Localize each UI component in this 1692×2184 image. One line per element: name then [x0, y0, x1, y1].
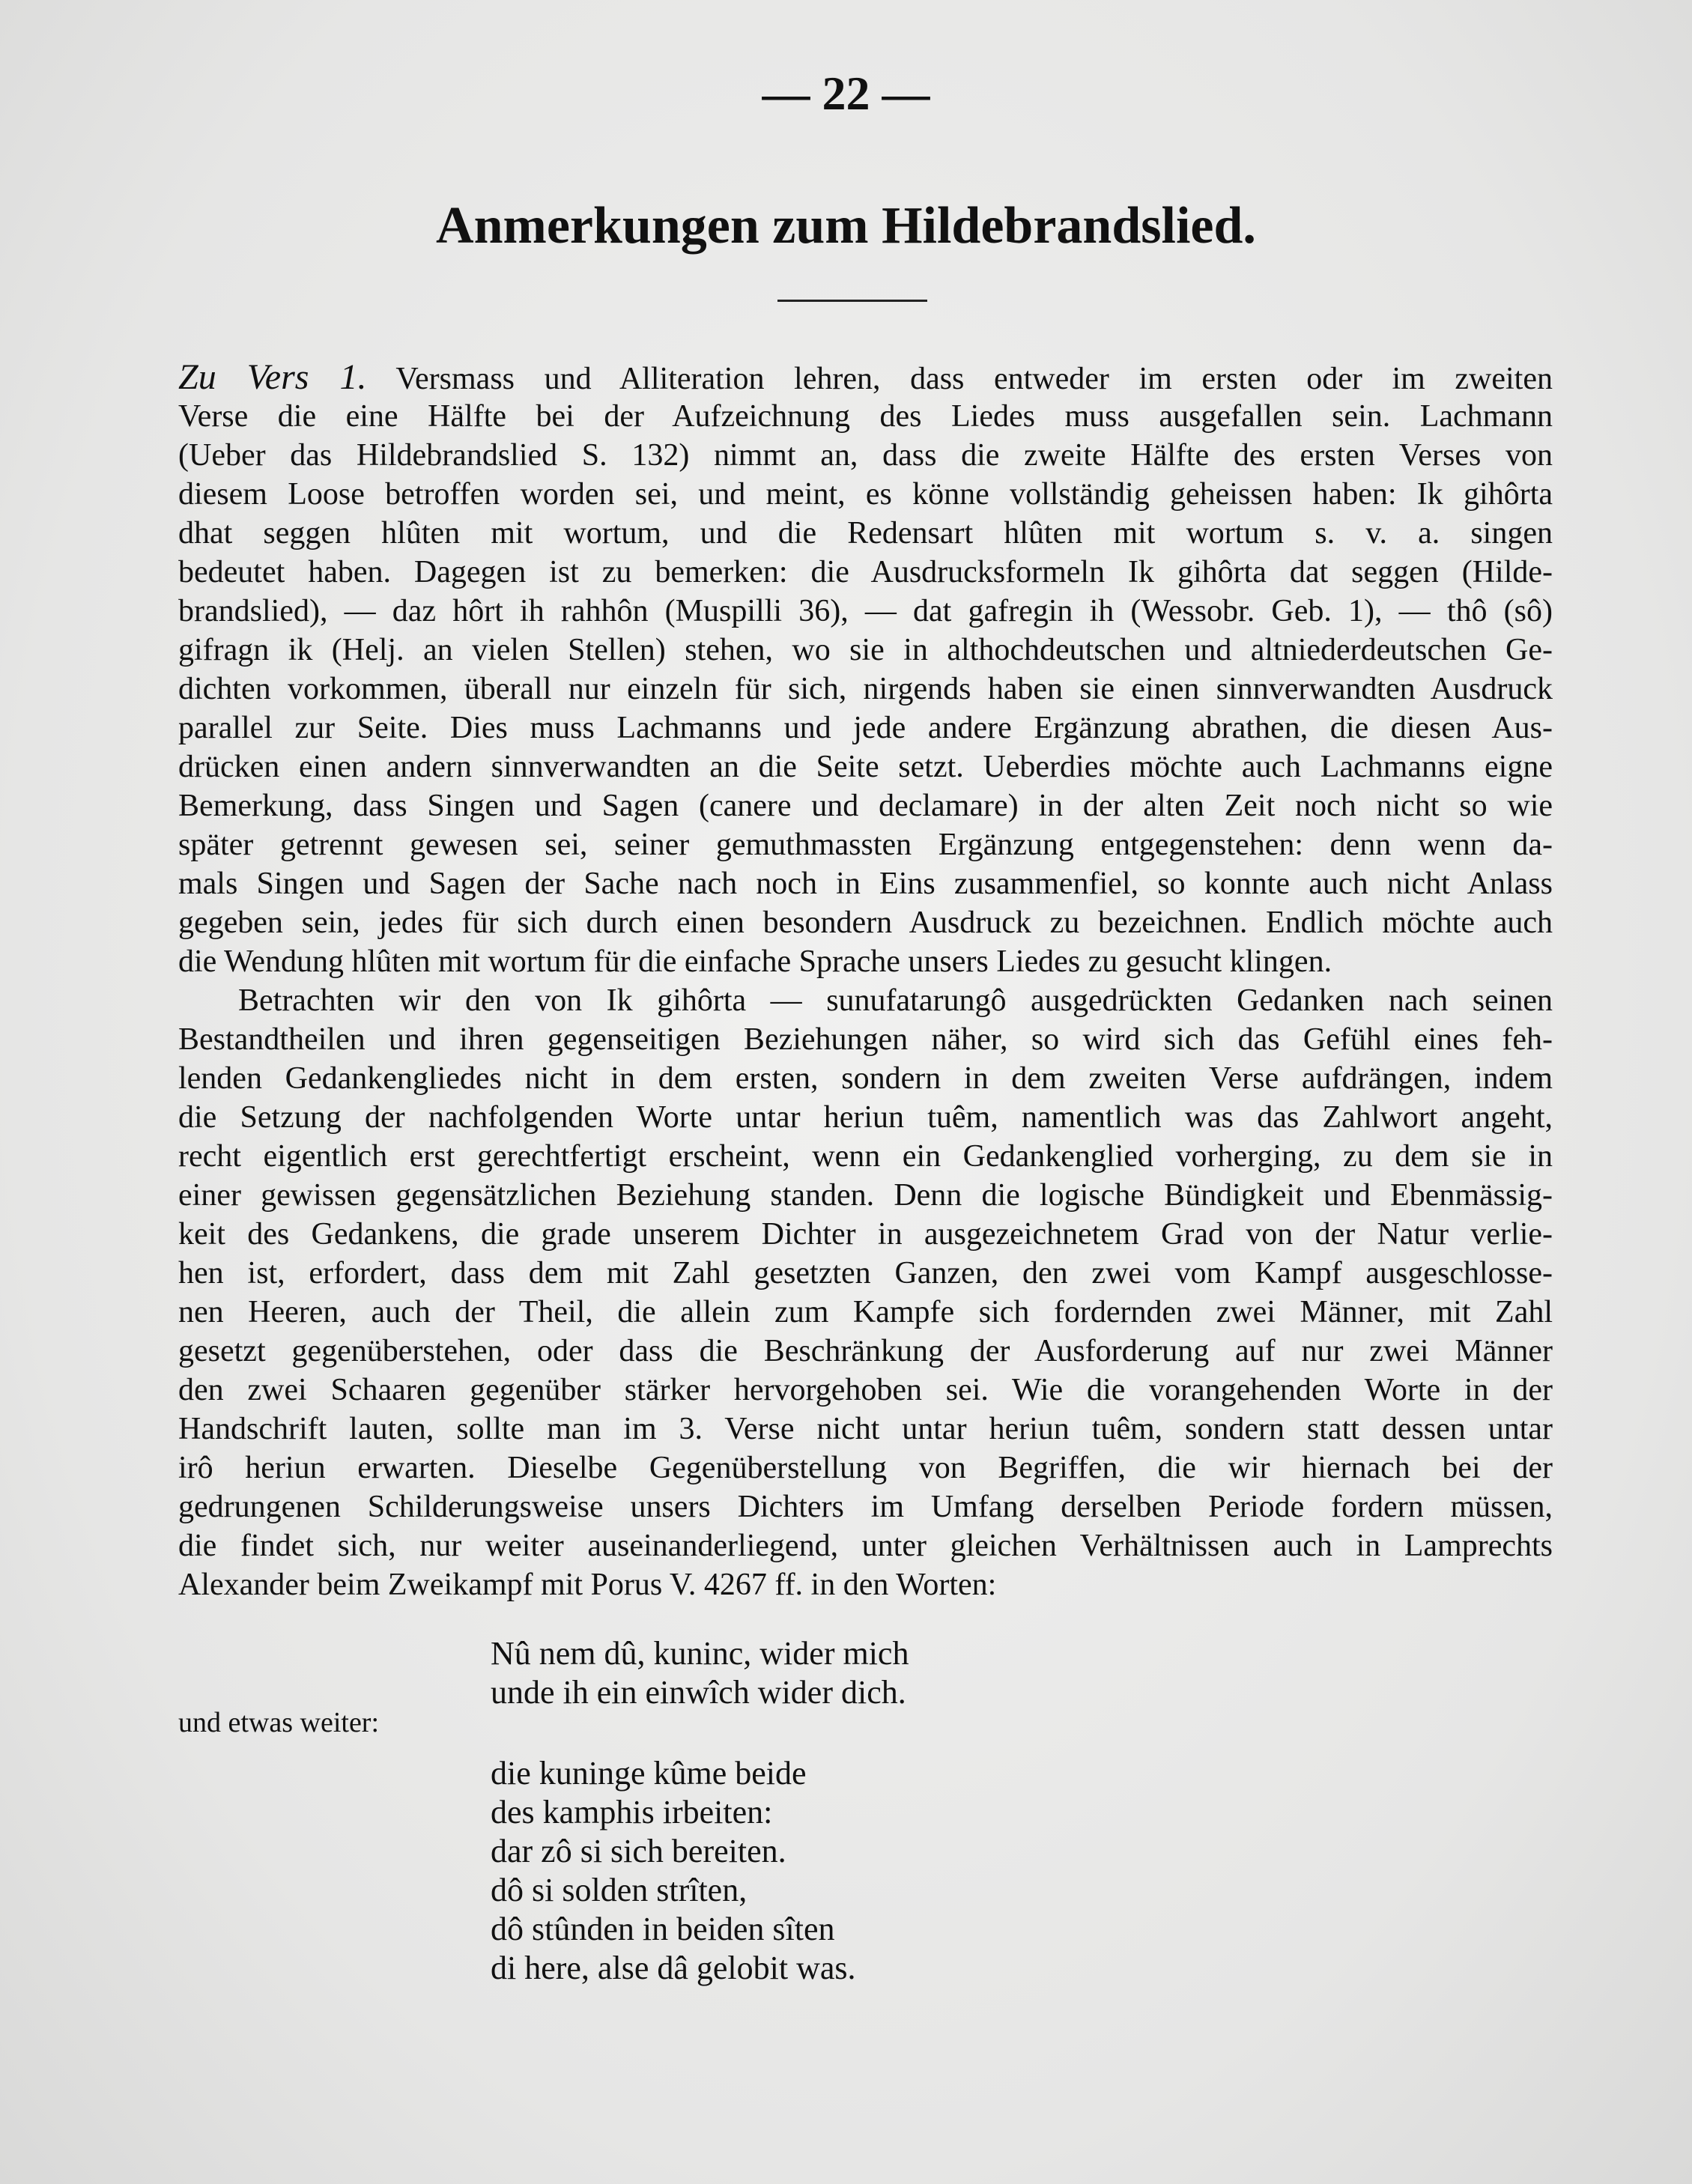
verse-quote-2 [491, 1754, 856, 1988]
text-line: lenden Gedankengliedes nicht in dem ersten, sondern in dem zweiten Verse aufdrängen, indem [178, 1061, 1553, 1096]
text-line: die Wendung hlûten mit wortum für die einfache Sprache unsers Liedes zu gesucht klingen. [178, 944, 1332, 979]
text-line: parallel zur Seite. Dies muss Lachmanns und jede andere Ergänzung abrathen, die diesen Aus- [178, 711, 1553, 745]
page-title: Anmerkungen zum Hildebrandslied. [436, 197, 1256, 255]
text-line: recht eigentlich erst gerechtfertigt erscheint, wenn ein Gedankenglied vorherging, zu dem sie in [178, 1139, 1553, 1174]
text-line: drücken einen andern sinnverwandten an die Seite setzt. Ueberdies möchte auch Lachmanns eigne [178, 750, 1553, 784]
text-line [178, 358, 1553, 397]
verse-quote-1 [491, 1634, 909, 1712]
page-number: — 22 — [762, 67, 930, 120]
text-line: nen Heeren, auch der Theil, die allein zum Kampfe sich fordernden zwei Männer, mit Zahl [178, 1295, 1553, 1329]
verse-line: Nû nem dû, kuninc, wider mich [491, 1635, 909, 1672]
text-line: gegeben sein, jedes für sich durch einen besondern Ausdruck zu bezeichnen. Endlich möchte auch [178, 906, 1553, 940]
verse-line: dô stûnden in beiden sîten [491, 1911, 835, 1947]
title-divider [777, 300, 927, 302]
body-text [178, 358, 1553, 1604]
text-line: irô heriun erwarten. Dieselbe Gegenüberstellung von Begriffen, die wir hiernach bei der [178, 1451, 1553, 1485]
text-line: (Ueber das Hildebrandslied S. 132) nimmt an, dass die zweite Hälfte des ersten Verses von [178, 438, 1553, 473]
text-line: Bemerkung, dass Singen und Sagen (canere und declamare) in der alten Zeit noch nicht so wie [178, 789, 1553, 823]
text-line: Betrachten wir den von Ik gihôrta — sunufatarungô ausgedrückten Gedanken nach seinen [238, 983, 1553, 1018]
text-line: keit des Gedankens, die grade unserem Dichter in ausgezeichnetem Grad von der Natur verlie- [178, 1217, 1553, 1252]
connector-text: und etwas weiter: [178, 1707, 380, 1738]
text-line: Alexander beim Zweikampf mit Porus V. 4267 ff. in den Worten: [178, 1568, 997, 1602]
verse-line: dô si solden strîten, [491, 1872, 748, 1908]
text-line: Handschrift lauten, sollte man im 3. Verse nicht untar heriun tuêm, sondern statt dessen untar [178, 1412, 1553, 1446]
verse-reference: Zu Vers 1. [178, 357, 367, 397]
text-line: die Setzung der nachfolgenden Worte untar heriun tuêm, namentlich was das Zahlwort angeht, [178, 1100, 1553, 1135]
text-line: diesem Loose betroffen worden sei, und meint, es könne vollständig geheissen haben: Ik gihôrta [178, 477, 1553, 512]
text-line: Bestandtheilen und ihren gegenseitigen Beziehungen näher, so wird sich das Gefühl eines feh- [178, 1022, 1553, 1057]
text-line: gesetzt gegenüberstehen, oder dass die Beschränkung der Ausforderung auf nur zwei Männer [178, 1334, 1553, 1368]
text-line: mals Singen und Sagen der Sache nach noch in Eins zusammenfiel, so konnte auch nicht Anlass [178, 867, 1553, 901]
verse-line: unde ih ein einwîch wider dich. [491, 1674, 906, 1711]
verse-line: di here, alse dâ gelobit was. [491, 1950, 856, 1986]
text-line: brandslied), — daz hôrt ih rahhôn (Muspilli 36), — dat gafregin ih (Wessobr. Geb. 1), — thô (sô) [178, 594, 1553, 628]
text-line-content: Versmass und Alliteration lehren, dass entweder im ersten oder im zweiten [366, 362, 1553, 396]
verse-line: des kamphis irbeiten: [491, 1794, 773, 1830]
text-line: dhat seggen hlûten mit wortum, und die Redensart hlûten mit wortum s. v. a. singen [178, 516, 1553, 550]
text-line: später getrennt gewesen sei, seiner gemuthmassten Ergänzung entgegenstehen: denn wenn da- [178, 828, 1553, 862]
text-line: dichten vorkommen, überall nur einzeln für sich, nirgends haben sie einen sinnverwandten Ausdruck [178, 672, 1553, 706]
text-line: Verse die eine Hälfte bei der Aufzeichnung des Liedes muss ausgefallen sein. Lachmann [178, 399, 1553, 434]
text-line: gedrungenen Schilderungsweise unsers Dichters im Umfang derselben Periode fordern müssen, [178, 1490, 1553, 1524]
verse-line: die kuninge kûme beide [491, 1755, 807, 1792]
text-line: gifragn ik (Helj. an vielen Stellen) stehen, wo sie in althochdeutschen und altniederdeutschen Ge- [178, 633, 1553, 667]
text-line: einer gewissen gegensätzlichen Beziehung standen. Denn die logische Bündigkeit und Ebenmässig- [178, 1178, 1553, 1213]
text-line: die findet sich, nur weiter auseinanderliegend, unter gleichen Verhältnissen auch in Lamprechts [178, 1529, 1553, 1563]
verse-line: dar zô si sich bereiten. [491, 1833, 786, 1869]
text-line: hen ist, erfordert, dass dem mit Zahl gesetzten Ganzen, den zwei vom Kampf ausgeschlosse- [178, 1256, 1553, 1290]
text-line: den zwei Schaaren gegenüber stärker hervorgehoben sei. Wie die vorangehenden Worte in der [178, 1373, 1553, 1407]
text-line: bedeutet haben. Dagegen ist zu bemerken: die Ausdrucksformeln Ik gihôrta dat seggen (Hilde- [178, 555, 1553, 589]
